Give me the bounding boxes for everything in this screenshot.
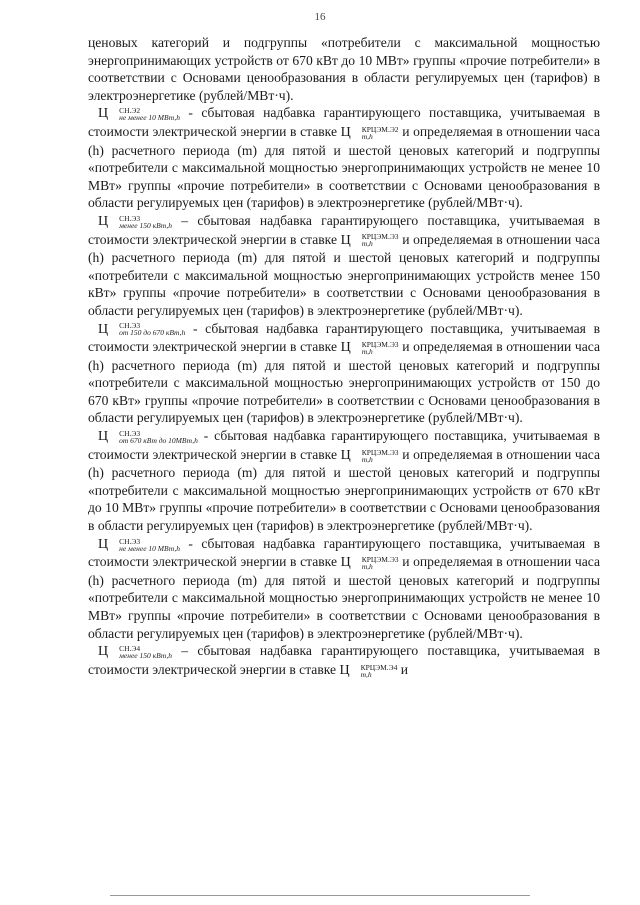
symbol-1: Ц СН.Э2 не менее 10 МВт,h <box>98 106 180 123</box>
rate-symbol-2: Ц КРЦЭМ.Э3 m,h <box>340 232 399 249</box>
paragraph-4: Ц СН.Э3 от 670 кВт до 10МВт,h - сбытовая надбавка гарантирующего поставщика, учитываемая в стоимости электрической энергии в ставке Ц КРЦЭМ.Э3 m,h и определяемая в отношении часа (h) расчетного периода (m) для пятой и шестой ценовых категорий и подгруппы «потребители с максимальной мощностью энергопринимающих устройств от 670 кВт до 10 МВт» группы «прочие потребители» в соответствии с Основами ценообразования в области регулируемых цен (тарифов) в электроэнергетике (рублей/МВт·ч). <box>88 428 601 534</box>
symbol-4: Ц СН.Э3 от 670 кВт до 10МВт,h <box>98 428 198 445</box>
paragraph-2: Ц СН.Э3 менее 150 кВт,h – сбытовая надбавка гарантирующего поставщика, учитываемая в стоимости электрической энергии в ставке Ц КРЦЭМ.Э3 m,h и определяемая в отношении часа (h) расчетного периода (m) для пятой и шестой ценовых категорий и подгруппы «потребители с максимальной мощностью энергопринимающих устройств менее 150 кВт» группы «прочие потребители» в соответствии с Основами ценообразования в области регулируемых цен (тарифов) в электроэнергетике (рублей/МВт·ч). <box>88 212 600 318</box>
rate-symbol-6: Ц КРЦЭМ.Э4 m,h <box>339 662 398 679</box>
page-number: 16 <box>314 11 326 23</box>
rate-symbol-1: Ц КРЦЭМ.Э2 m,h <box>340 124 399 141</box>
rate-symbol-4: Ц КРЦЭМ.Э3 m,h <box>340 447 399 464</box>
rate-symbol-5: Ц КРЦЭМ.Э3 m,h <box>340 555 399 572</box>
rate-symbol-3: Ц КРЦЭМ.Э3 m,h <box>340 339 399 356</box>
symbol-5: Ц СН.Э3 не менее 10 МВт,h <box>98 536 180 553</box>
document-body <box>88 34 600 679</box>
paragraph-5: Ц СН.Э3 не менее 10 МВт,h - сбытовая надбавка гарантирующего поставщика, учитываемая в стоимости электрической энергии в ставке Ц КРЦЭМ.Э3 m,h и определяемая в отношении часа (h) расчетного периода (m) для пятой и шестой ценовых категорий и подгруппы «потребители с максимальной мощностью энергопринимающих устройств не менее 10 МВт» группы «прочие потребители» в соответствии с Основами ценообразования в области регулируемых цен (тарифов) в электроэнергетике (рублей/МВт·ч). <box>88 535 600 641</box>
paragraph-1: Ц СН.Э2 не менее 10 МВт,h - сбытовая надбавка гарантирующего поставщика, учитываемая в стоимости электрической энергии в ставке Ц КРЦЭМ.Э2 m,h и определяемая в отношении часа (h) расчетного периода (m) для пятой и шестой ценовых категорий и подгруппы «потребители с максимальной мощностью энергопринимающих устройств не менее 10 МВт» группы «прочие потребители» в соответствии с Основами ценообразования в области регулируемых цен (тарифов) в электроэнергетике (рублей/МВт·ч). <box>88 105 600 211</box>
paragraph-3: Ц СН.Э3 от 150 до 670 кВт,h - сбытовая надбавка гарантирующего поставщика, учитываемая в стоимости электрической энергии в ставке Ц КРЦЭМ.Э3 m,h и определяемая в отношении часа (h) расчетного периода (m) для пятой и шестой ценовых категорий и подгруппы «потребители с максимальной мощностью энергопринимающих устройств от 150 до 670 кВт» группы «прочие потребители» в соответствии с Основами ценообразования в области регулируемых цен (тарифов) в электроэнергетике (рублей/МВт·ч). <box>88 320 600 426</box>
scan-edge-line <box>110 895 530 896</box>
symbol-3: Ц СН.Э3 от 150 до 670 кВт,h <box>98 321 186 338</box>
symbol-6: Ц СН.Э4 менее 150 кВт,h <box>98 644 173 661</box>
symbol-2: Ц СН.Э3 менее 150 кВт,h <box>98 213 173 230</box>
paragraph-6: Ц СН.Э4 менее 150 кВт,h – сбытовая надбавка гарантирующего поставщика, учитываемая в стоимости электрической энергии в ставке Ц КРЦЭМ.Э4 m,h и <box>88 643 600 679</box>
paragraph-intro: ценовых категорий и подгруппы «потребители с максимальной мощностью энергопринимающих устройств от 670 кВт до 10 МВт» группы «прочие потребители» в соответствии с Основами ценообразования в области регулируемых цен (тарифов) в электроэнергетике (рублей/МВт·ч). <box>88 35 600 103</box>
